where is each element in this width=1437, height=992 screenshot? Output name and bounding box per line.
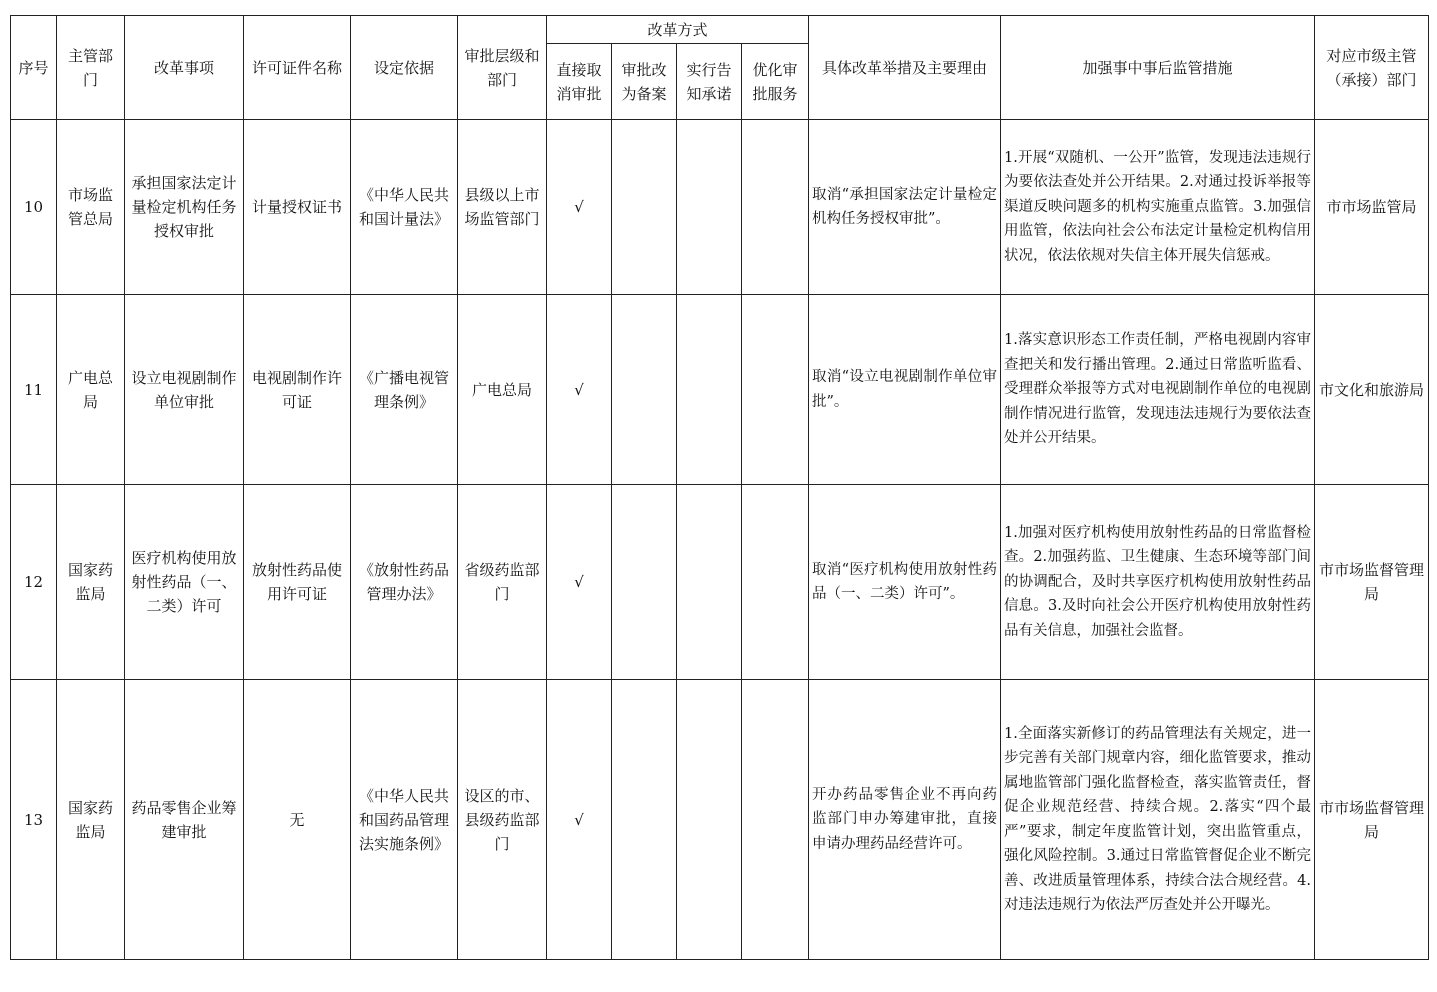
cell-dept: 市场监管总局: [57, 120, 125, 295]
cell-item: 医疗机构使用放射性药品（一、二类）许可: [125, 485, 244, 680]
table-row: [11, 485, 1429, 680]
cell-method-cancel: √: [547, 680, 612, 960]
cell-measures: 取消“承担国家法定计量检定机构任务授权审批”。: [809, 120, 1001, 295]
cell-method-filing: [612, 485, 677, 680]
cell-seq: 13: [11, 680, 57, 960]
table-row: [11, 120, 1429, 295]
cell-basis: 《中华人民共和国药品管理法实施条例》: [351, 680, 458, 960]
header-method-commitment: 实行告知承诺: [677, 44, 742, 120]
cell-city: 市文化和旅游局: [1315, 295, 1429, 485]
header-measures: 具体改革举措及主要理由: [809, 16, 1001, 120]
cell-city: 市市场监督管理局: [1315, 485, 1429, 680]
cell-method-optimize: [742, 680, 809, 960]
cell-supervision: 1.加强对医疗机构使用放射性药品的日常监督检查。2.加强药监、卫生健康、生态环境等部门间的协调配合，及时共享医疗机构使用放射性药品信息。3.及时向社会公开医疗机构使用放射性药品有关信息，加强社会监督。: [1001, 485, 1315, 680]
cell-measures: 取消“设立电视剧制作单位审批”。: [809, 295, 1001, 485]
cell-license: 放射性药品使用许可证: [244, 485, 351, 680]
cell-method-optimize: [742, 120, 809, 295]
cell-method-filing: [612, 680, 677, 960]
header-method-cancel: 直接取消审批: [547, 44, 612, 120]
cell-method-commitment: [677, 485, 742, 680]
cell-level: 设区的市、县级药监部门: [458, 680, 547, 960]
cell-method-cancel: √: [547, 295, 612, 485]
header-method: 改革方式: [547, 16, 809, 44]
cell-method-commitment: [677, 680, 742, 960]
header-method-filing: 审批改为备案: [612, 44, 677, 120]
cell-method-optimize: [742, 295, 809, 485]
cell-seq: 12: [11, 485, 57, 680]
cell-level: 县级以上市场监管部门: [458, 120, 547, 295]
cell-method-filing: [612, 120, 677, 295]
header-level: 审批层级和部门: [458, 16, 547, 120]
cell-item: 药品零售企业筹建审批: [125, 680, 244, 960]
table-row: [11, 680, 1429, 960]
cell-level: 省级药监部门: [458, 485, 547, 680]
cell-method-cancel: √: [547, 485, 612, 680]
cell-level: 广电总局: [458, 295, 547, 485]
cell-dept: 国家药监局: [57, 680, 125, 960]
header-item: 改革事项: [125, 16, 244, 120]
cell-dept: 国家药监局: [57, 485, 125, 680]
cell-item: 设立电视剧制作单位审批: [125, 295, 244, 485]
cell-seq: 11: [11, 295, 57, 485]
cell-method-commitment: [677, 295, 742, 485]
header-supervision: 加强事中事后监管措施: [1001, 16, 1315, 120]
header-method-optimize: 优化审批服务: [742, 44, 809, 120]
cell-license: 无: [244, 680, 351, 960]
cell-basis: 《广播电视管理条例》: [351, 295, 458, 485]
cell-city: 市市场监督管理局: [1315, 680, 1429, 960]
cell-supervision: 1.开展“双随机、一公开”监管，发现违法违规行为要依法查处并公开结果。2.对通过投诉举报等渠道反映问题多的机构实施重点监管。3.加强信用监管，依法向社会公布法定计量检定机构信用状况，依法依规对失信主体开展失信惩戒。: [1001, 120, 1315, 295]
reform-table: [10, 15, 1429, 960]
cell-city: 市市场监管局: [1315, 120, 1429, 295]
cell-seq: 10: [11, 120, 57, 295]
cell-item: 承担国家法定计量检定机构任务授权审批: [125, 120, 244, 295]
cell-method-commitment: [677, 120, 742, 295]
header-basis: 设定依据: [351, 16, 458, 120]
cell-method-filing: [612, 295, 677, 485]
cell-method-optimize: [742, 485, 809, 680]
cell-license: 计量授权证书: [244, 120, 351, 295]
cell-supervision: 1.落实意识形态工作责任制，严格电视剧内容审查把关和发行播出管理。2.通过日常监听监看、受理群众举报等方式对电视剧制作单位的电视剧制作情况进行监管，发现违法违规行为要依法查处并公开结果。: [1001, 295, 1315, 485]
header-seq: 序号: [11, 16, 57, 120]
cell-measures: 取消“医疗机构使用放射性药品（一、二类）许可”。: [809, 485, 1001, 680]
cell-dept: 广电总局: [57, 295, 125, 485]
cell-measures: 开办药品零售企业不再向药监部门申办筹建审批，直接申请办理药品经营许可。: [809, 680, 1001, 960]
cell-method-cancel: √: [547, 120, 612, 295]
cell-basis: 《中华人民共和国计量法》: [351, 120, 458, 295]
cell-supervision: 1.全面落实新修订的药品管理法有关规定，进一步完善有关部门规章内容，细化监管要求，推动属地监管部门强化监督检查，落实监管责任，督促企业规范经营、持续合规。2.落实“四个最严”要求，制定年度监管计划，突出监管重点，强化风险控制。3.通过日常监管督促企业不断完善、改进质量管理体系，持续合法合规经营。4.对违法违规行为依法严厉查处并公开曝光。: [1001, 680, 1315, 960]
cell-license: 电视剧制作许可证: [244, 295, 351, 485]
header-dept: 主管部门: [57, 16, 125, 120]
table-row: [11, 295, 1429, 485]
header-license: 许可证件名称: [244, 16, 351, 120]
cell-basis: 《放射性药品管理办法》: [351, 485, 458, 680]
header-city: 对应市级主管（承接）部门: [1315, 16, 1429, 120]
